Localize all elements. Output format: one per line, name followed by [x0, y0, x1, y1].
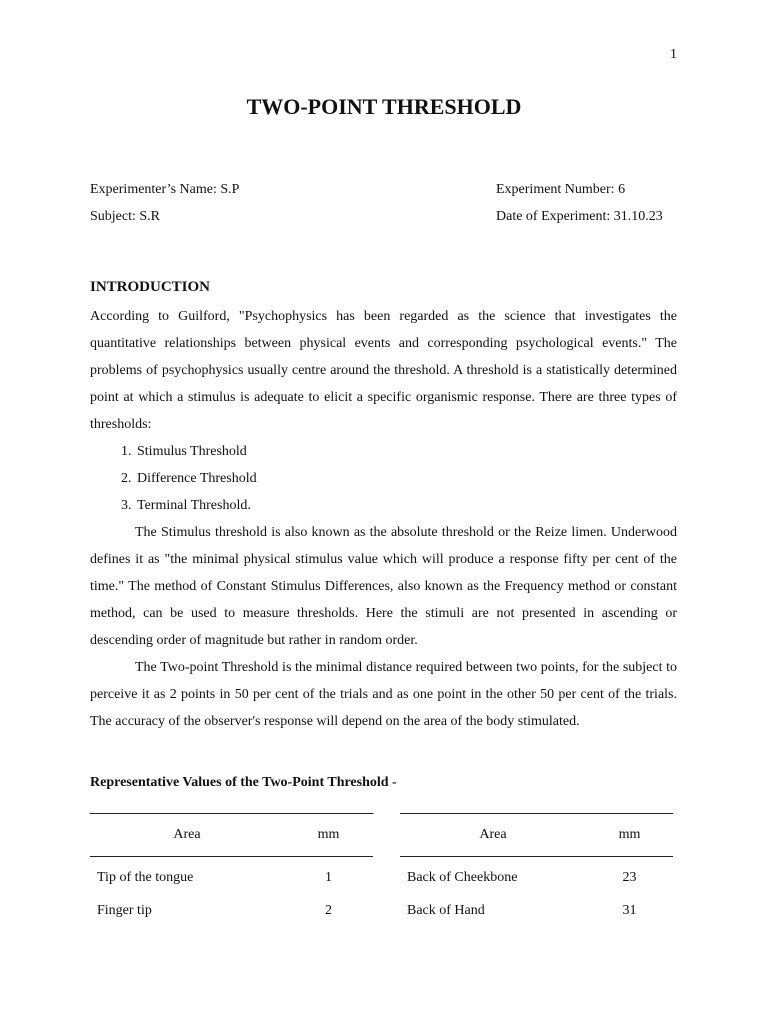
table-header-row — [400, 814, 673, 856]
table-row — [90, 894, 373, 927]
threshold-table-left — [90, 813, 373, 927]
page-number: 1 — [670, 47, 677, 62]
introduction-body — [90, 303, 677, 735]
list-item: 3. Terminal Threshold. — [135, 492, 677, 519]
intro-paragraph-1: According to Guilford, "Psychophysics has been regarded as the science that investigates the quantitative relationships between physical events and corresponding psychological events." The problems of psychophysics usually centre around the threshold. A threshold is a statistically determined point at which a stimulus is adequate to elicit a specific organismic response. There are three types of thresholds: — [90, 309, 677, 432]
list-item: 1. Stimulus Threshold — [135, 438, 677, 465]
subject-name: Subject: S.R — [90, 209, 161, 224]
table-header-row — [90, 814, 373, 856]
table-caption: Representative Values of the Two-Point Threshold - — [90, 775, 397, 790]
table-row — [90, 861, 373, 894]
table-row — [400, 861, 673, 894]
cell-mm: 2 — [325, 902, 332, 918]
cell-area: Back of Hand — [407, 902, 485, 918]
list-item: 2. Difference Threshold — [135, 465, 677, 492]
cell-mm: 31 — [622, 902, 637, 918]
experimenter-name: Experimenter’s Name: S.P — [90, 182, 240, 197]
cell-area: Tip of the tongue — [97, 869, 194, 885]
cell-mm: 23 — [622, 869, 637, 885]
intro-paragraph-2: The Stimulus threshold is also known as the absolute threshold or the Reize limen. Underwood defines it as "the minimal physical stimulus value which will produce a response fifty per cent of the time." The method of Constant Stimulus Differences, also known as the Frequency method or constant method, can be used to measure thresholds. Here the stimuli are not presented in ascending or descending order of magnitude but rather in random order. — [90, 525, 677, 648]
table-row — [400, 894, 673, 927]
column-header-mm: mm — [317, 827, 340, 842]
introduction-heading: INTRODUCTION — [90, 279, 211, 295]
document-title: TWO-POINT THRESHOLD — [246, 94, 522, 119]
experiment-number: Experiment Number: 6 — [496, 182, 626, 197]
intro-paragraph-3: The Two-point Threshold is the minimal distance required between two points, for the subject to perceive it as 2 points in 50 per cent of the trials and as one point in the other 50 per cent of the trials. The accuracy of the observer's response will depend on the area of the body stimulated. — [90, 660, 677, 729]
cell-mm: 1 — [325, 869, 332, 885]
experiment-date: Date of Experiment: 31.10.23 — [496, 209, 663, 224]
cell-area: Back of Cheekbone — [407, 869, 518, 885]
threshold-table-right — [400, 813, 673, 927]
column-header-mm: mm — [618, 827, 641, 842]
column-header-area: Area — [479, 827, 507, 842]
cell-area: Finger tip — [97, 902, 152, 918]
threshold-types-list — [90, 438, 677, 519]
column-header-area: Area — [173, 827, 201, 842]
